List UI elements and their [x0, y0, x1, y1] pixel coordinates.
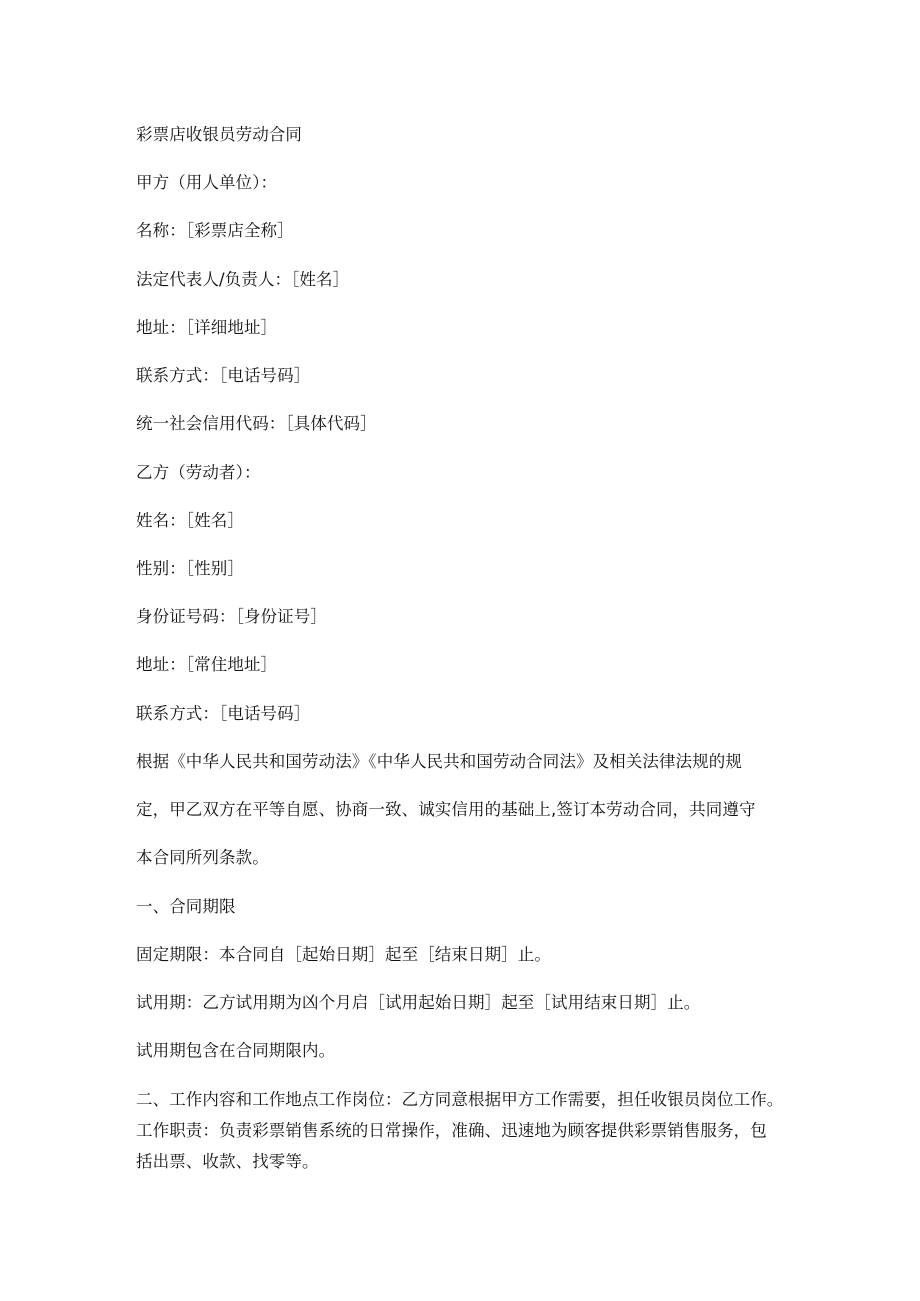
duties-line-2: 括出票、收款、找零等。 [136, 1152, 319, 1171]
party-a-credit-code: 统一社会信用代码：［具体代码］ [136, 414, 377, 433]
probation-clause: 试用期：乙方试用期为凶个月启［试用起始日期］起至［试用结束日期］止。 [136, 993, 701, 1012]
duties-line-1: 工作职责：负责彩票销售系统的日常操作，准确、迅速地为顾客提供彩票销售服务，包 [136, 1121, 767, 1140]
party-a-legal-rep: 法定代表人/负责人：［姓名］ [136, 270, 350, 289]
party-b-heading: 乙方（劳动者）： [136, 463, 261, 482]
party-b-name: 姓名：［姓名］ [136, 511, 244, 530]
preamble-line-1: 根据《中华人民共和国劳动法》《中华人民共和国劳动合同法》及相关法律法规的规 [136, 752, 742, 771]
party-b-address: 地址：［常住地址］ [136, 655, 278, 674]
preamble-line-2: 定，甲乙双方在平等自愿、协商一致、诚实信用的基础上,签订本劳动合同，共同遵守 [136, 800, 756, 819]
fixed-term-clause: 固定期限：本合同自［起始日期］起至［结束日期］止。 [136, 945, 551, 964]
party-a-contact: 联系方式：［电话号码］ [136, 366, 311, 385]
party-b-gender: 性别：［性别］ [136, 559, 244, 578]
section-1-heading: 一、合同期限 [136, 897, 236, 916]
preamble-line-3: 本合同所列条款。 [136, 848, 269, 867]
party-a-address: 地址：［详细地址］ [136, 318, 278, 337]
document-title: 彩票店收银员劳动合同 [136, 125, 302, 144]
party-b-contact: 联系方式：［电话号码］ [136, 704, 311, 723]
probation-note: 试用期包含在合同期限内。 [136, 1041, 336, 1060]
section-2-heading: 二、工作内容和工作地点工作岗位：乙方同意根据甲方工作需要，担任收银员岗位工作。 [136, 1090, 784, 1109]
party-a-name: 名称：［彩票店全称］ [136, 221, 294, 240]
party-b-id-number: 身份证号码：［身份证号］ [136, 607, 327, 626]
party-a-heading: 甲方（用人单位）： [136, 173, 278, 192]
